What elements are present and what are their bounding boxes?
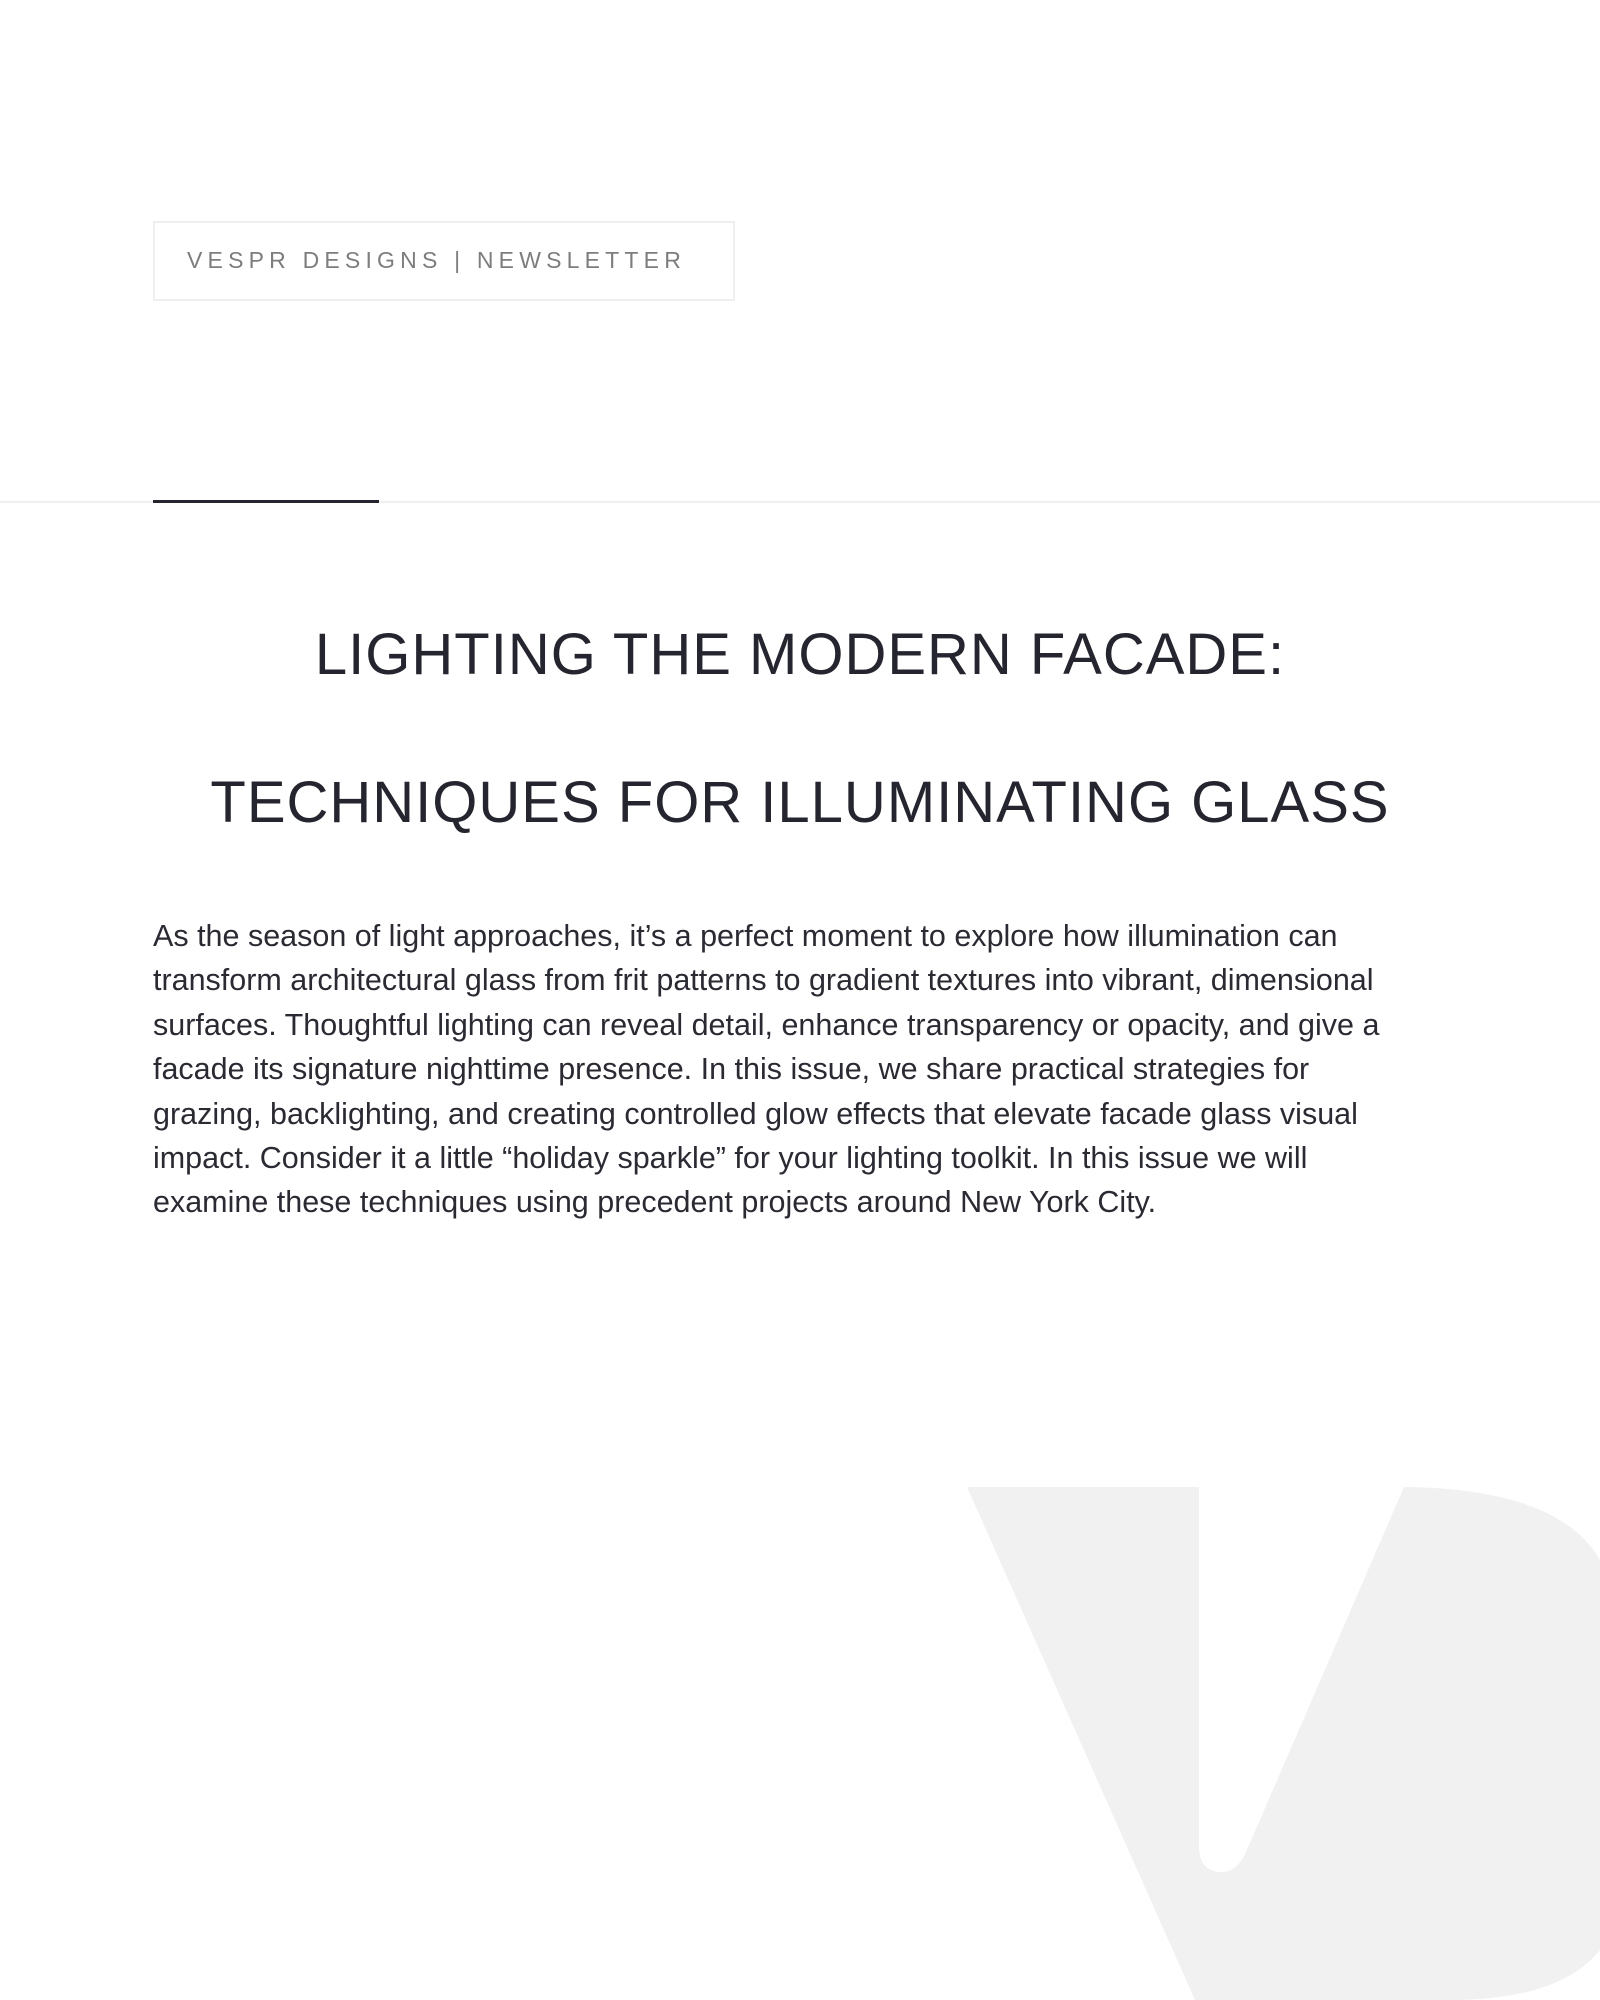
vespr-logo-watermark-icon [960,1480,1600,2000]
article-title-line-2: TECHNIQUES FOR ILLUMINATING GLASS [210,770,1390,835]
newsletter-brand-tag [153,221,735,301]
article-intro-paragraph: As the season of light approaches, it’s a perfect moment to explore how illumination can transform architectural glass from frit patterns to gradient textures into vibrant, dimensional surfaces. Thoughtful lighting can reveal detail, enhance transparency or opacity, and give a facade its signature nighttime presence. In this issue, we share practical strategies for grazing, backlighting, and creating controlled glow effects that elevate facade glass visual impact. Consider it a little “holiday sparkle” for your lighting toolkit. In this issue we will examine these techniques using precedent projects around New York City. [153,919,1380,1220]
brand-label: VESPR DESIGNS | NEWSLETTER [187,247,687,273]
divider-accent-bar [153,500,379,503]
article-title-line-1: LIGHTING THE MODERN FACADE: [314,622,1286,687]
